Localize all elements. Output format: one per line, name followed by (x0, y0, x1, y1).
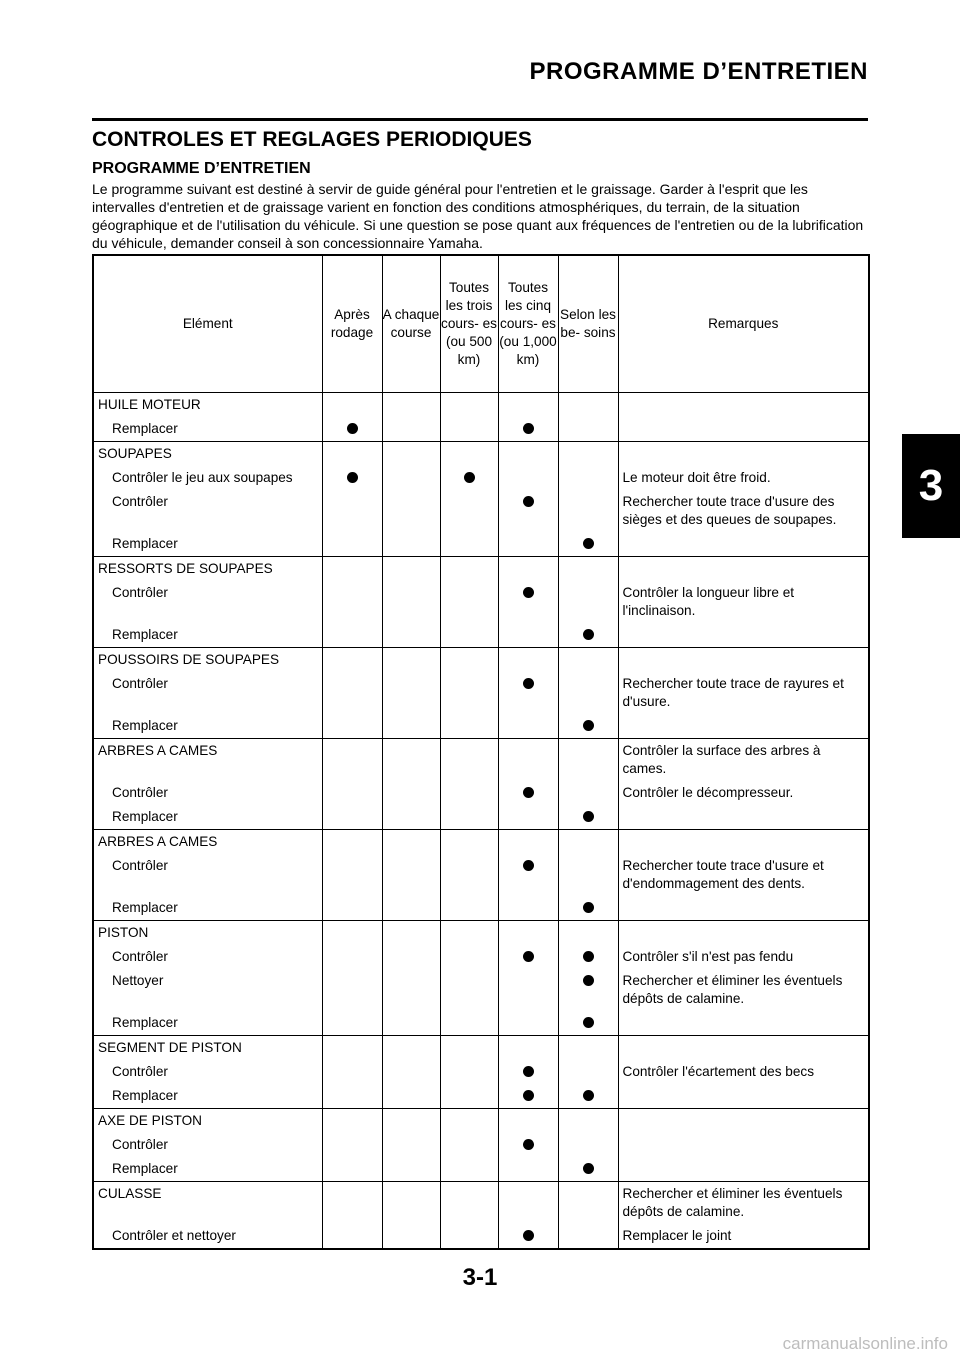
interval-cell (382, 781, 440, 805)
table-group-row (93, 1036, 869, 1061)
interval-cell (498, 557, 558, 582)
table-row (93, 714, 869, 739)
interval-cell (440, 1133, 498, 1157)
bullet-icon (583, 538, 594, 549)
interval-cell (498, 417, 558, 442)
interval-cell (322, 648, 382, 673)
header-remarks: Remarques (618, 255, 869, 393)
table-row (93, 490, 869, 532)
table-row (93, 1011, 869, 1036)
interval-cell (382, 532, 440, 557)
interval-cell (322, 1133, 382, 1157)
interval-cell (440, 581, 498, 623)
interval-cell (440, 466, 498, 490)
table-row (93, 945, 869, 969)
bullet-icon (523, 678, 534, 689)
interval-cell (558, 945, 618, 969)
interval-cell (322, 921, 382, 946)
remark-cell: Rechercher toute trace d'usure et d'endommagement des dents. (618, 854, 869, 896)
interval-cell (558, 805, 618, 830)
group-name: POUSSOIRS DE SOUPAPES (93, 648, 322, 673)
interval-cell (558, 854, 618, 896)
interval-cell (440, 393, 498, 418)
interval-cell (498, 1133, 558, 1157)
interval-cell (440, 969, 498, 1011)
table-group-row (93, 739, 869, 782)
table-row (93, 969, 869, 1011)
interval-cell (382, 854, 440, 896)
interval-cell (440, 1011, 498, 1036)
interval-cell (558, 896, 618, 921)
interval-cell (382, 1011, 440, 1036)
interval-cell (322, 1109, 382, 1134)
header-every-five-races: Toutes les cinq cours- es (ou 1,000 km) (498, 255, 558, 393)
interval-cell (322, 557, 382, 582)
remark-cell (618, 1133, 869, 1157)
interval-cell (440, 1224, 498, 1249)
interval-cell (322, 672, 382, 714)
table-row (93, 805, 869, 830)
interval-cell (382, 1084, 440, 1109)
bullet-icon (523, 951, 534, 962)
interval-cell (322, 969, 382, 1011)
interval-cell (440, 1060, 498, 1084)
remark-cell (618, 805, 869, 830)
interval-cell (440, 557, 498, 582)
interval-cell (440, 830, 498, 855)
remark-cell (618, 623, 869, 648)
interval-cell (498, 1011, 558, 1036)
interval-cell (440, 854, 498, 896)
bullet-icon (583, 951, 594, 962)
table-group-row (93, 830, 869, 855)
interval-cell (498, 896, 558, 921)
table-row (93, 466, 869, 490)
interval-cell (440, 781, 498, 805)
remark-cell: Contrôler l'écartement des becs (618, 1060, 869, 1084)
interval-cell (440, 672, 498, 714)
remark-cell (618, 1036, 869, 1061)
interval-cell (498, 781, 558, 805)
interval-cell (382, 417, 440, 442)
interval-cell (498, 1060, 558, 1084)
page-header: PROGRAMME D’ENTRETIEN (529, 58, 868, 85)
interval-cell (498, 1157, 558, 1182)
interval-cell (440, 714, 498, 739)
interval-cell (558, 557, 618, 582)
interval-cell (382, 1036, 440, 1061)
interval-cell (498, 805, 558, 830)
remark-cell: Rechercher toute trace de rayures et d'usure. (618, 672, 869, 714)
interval-cell (558, 830, 618, 855)
interval-cell (322, 581, 382, 623)
interval-cell (498, 672, 558, 714)
interval-cell (498, 1084, 558, 1109)
interval-cell (382, 490, 440, 532)
interval-cell (440, 1157, 498, 1182)
table-group-row (93, 1109, 869, 1134)
group-name: SEGMENT DE PISTON (93, 1036, 322, 1061)
interval-cell (322, 623, 382, 648)
interval-cell (558, 581, 618, 623)
interval-cell (322, 1011, 382, 1036)
interval-cell (322, 532, 382, 557)
bullet-icon (523, 860, 534, 871)
bullet-icon (583, 1090, 594, 1101)
interval-cell (440, 896, 498, 921)
bullet-icon (583, 902, 594, 913)
table-row (93, 781, 869, 805)
interval-cell (498, 1224, 558, 1249)
interval-cell (382, 442, 440, 467)
interval-cell (382, 393, 440, 418)
interval-cell (558, 1011, 618, 1036)
item-label: Remplacer (93, 714, 322, 739)
item-label: Remplacer (93, 532, 322, 557)
table-row (93, 896, 869, 921)
item-label: Contrôler (93, 672, 322, 714)
table-group-row (93, 1182, 869, 1225)
interval-cell (322, 1060, 382, 1084)
remark-cell: Remplacer le joint (618, 1224, 869, 1249)
interval-cell (498, 1109, 558, 1134)
interval-cell (558, 1133, 618, 1157)
interval-cell (498, 854, 558, 896)
remark-cell: Contrôler s'il n'est pas fendu (618, 945, 869, 969)
table-row (93, 1060, 869, 1084)
bullet-icon (523, 1090, 534, 1101)
interval-cell (558, 921, 618, 946)
interval-cell (322, 896, 382, 921)
interval-cell (382, 581, 440, 623)
header-after-break-in: Après rodage (322, 255, 382, 393)
group-name: HUILE MOTEUR (93, 393, 322, 418)
bullet-icon (523, 787, 534, 798)
maintenance-table (92, 254, 870, 1250)
remark-cell: Contrôler le décompresseur. (618, 781, 869, 805)
item-label: Remplacer (93, 805, 322, 830)
bullet-icon (583, 975, 594, 986)
interval-cell (382, 1182, 440, 1225)
interval-cell (322, 805, 382, 830)
table-group-row (93, 648, 869, 673)
interval-cell (322, 1157, 382, 1182)
bullet-icon (583, 1163, 594, 1174)
table-row (93, 417, 869, 442)
interval-cell (498, 1036, 558, 1061)
item-label: Contrôler (93, 854, 322, 896)
interval-cell (322, 781, 382, 805)
group-name: RESSORTS DE SOUPAPES (93, 557, 322, 582)
table-group-row (93, 393, 869, 418)
interval-cell (440, 623, 498, 648)
interval-cell (382, 672, 440, 714)
interval-cell (382, 1060, 440, 1084)
interval-cell (382, 1133, 440, 1157)
interval-cell (382, 805, 440, 830)
interval-cell (558, 1084, 618, 1109)
interval-cell (322, 417, 382, 442)
interval-cell (322, 1084, 382, 1109)
interval-cell (322, 945, 382, 969)
interval-cell (382, 830, 440, 855)
interval-cell (558, 781, 618, 805)
header-element: Elément (93, 255, 322, 393)
header-as-needed: Selon les be- soins (558, 255, 618, 393)
remark-cell (618, 714, 869, 739)
table-group-row (93, 921, 869, 946)
group-name: CULASSE (93, 1182, 322, 1225)
remark-cell: Contrôler la longueur libre et l'inclinaison. (618, 581, 869, 623)
bullet-icon (464, 472, 475, 483)
interval-cell (558, 1224, 618, 1249)
interval-cell (382, 1157, 440, 1182)
interval-cell (558, 393, 618, 418)
remark-cell: Rechercher toute trace d'usure des sièges et des queues de soupapes. (618, 490, 869, 532)
interval-cell (382, 466, 440, 490)
interval-cell (498, 532, 558, 557)
interval-cell (558, 648, 618, 673)
table-row (93, 1133, 869, 1157)
interval-cell (440, 921, 498, 946)
interval-cell (558, 714, 618, 739)
group-name: AXE DE PISTON (93, 1109, 322, 1134)
interval-cell (440, 739, 498, 782)
remark-cell: Rechercher et éliminer les éventuels dépôts de calamine. (618, 1182, 869, 1225)
item-label: Contrôler (93, 781, 322, 805)
group-name: ARBRES A CAMES (93, 830, 322, 855)
interval-cell (558, 1036, 618, 1061)
interval-cell (498, 969, 558, 1011)
interval-cell (440, 532, 498, 557)
item-label: Remplacer (93, 896, 322, 921)
interval-cell (382, 557, 440, 582)
interval-cell (382, 714, 440, 739)
item-label: Nettoyer (93, 969, 322, 1011)
item-label: Contrôler (93, 581, 322, 623)
item-label: Contrôler (93, 945, 322, 969)
bullet-icon (347, 423, 358, 434)
interval-cell (498, 393, 558, 418)
table-row (93, 1224, 869, 1249)
interval-cell (382, 648, 440, 673)
interval-cell (440, 648, 498, 673)
interval-cell (440, 1109, 498, 1134)
interval-cell (558, 1060, 618, 1084)
interval-cell (322, 854, 382, 896)
remark-cell (618, 557, 869, 582)
interval-cell (558, 739, 618, 782)
table-row (93, 854, 869, 896)
remark-cell (618, 532, 869, 557)
interval-cell (498, 921, 558, 946)
interval-cell (498, 466, 558, 490)
table-header-row (93, 255, 869, 393)
interval-cell (558, 1109, 618, 1134)
remark-cell (618, 830, 869, 855)
remark-cell (618, 648, 869, 673)
bullet-icon (523, 1139, 534, 1150)
item-label: Remplacer (93, 1084, 322, 1109)
item-label: Remplacer (93, 1157, 322, 1182)
table-row (93, 532, 869, 557)
item-label: Remplacer (93, 623, 322, 648)
bullet-icon (523, 496, 534, 507)
interval-cell (382, 896, 440, 921)
interval-cell (498, 623, 558, 648)
item-label: Contrôler (93, 490, 322, 532)
remark-cell: Le moteur doit être froid. (618, 466, 869, 490)
interval-cell (322, 714, 382, 739)
interval-cell (382, 739, 440, 782)
bullet-icon (583, 811, 594, 822)
remark-cell (618, 896, 869, 921)
interval-cell (498, 581, 558, 623)
interval-cell (558, 1157, 618, 1182)
item-label: Contrôler (93, 1060, 322, 1084)
interval-cell (440, 490, 498, 532)
bullet-icon (523, 1230, 534, 1241)
remark-cell: Contrôler la surface des arbres à cames. (618, 739, 869, 782)
interval-cell (558, 532, 618, 557)
interval-cell (322, 830, 382, 855)
interval-cell (322, 393, 382, 418)
interval-cell (322, 1182, 382, 1225)
interval-cell (558, 1182, 618, 1225)
item-label: Remplacer (93, 1011, 322, 1036)
interval-cell (440, 1036, 498, 1061)
table-row (93, 581, 869, 623)
table-body (93, 393, 869, 1250)
item-label: Remplacer (93, 417, 322, 442)
interval-cell (558, 672, 618, 714)
interval-cell (322, 466, 382, 490)
interval-cell (498, 714, 558, 739)
interval-cell (322, 490, 382, 532)
interval-cell (440, 805, 498, 830)
interval-cell (322, 739, 382, 782)
watermark: carmanualsonline.info (782, 1334, 948, 1353)
intro-paragraph: Le programme suivant est destiné à servir de guide général pour l'entretien et le graissage. Garder à l'esprit que les intervalles d'entretien et de graissage varient en fonction des conditions atmosphériques, du terrain, de la situation géographique et de l'utilisation du véhicule. Si une question se pose quant aux fréquences de l'entretien ou de la lubrification du véhicule, demander conseil à son concessionnaire Yamaha. (92, 181, 864, 251)
subsection-title: PROGRAMME D’ENTRETIEN (92, 160, 311, 177)
interval-cell (498, 739, 558, 782)
bullet-icon (583, 720, 594, 731)
remark-cell (618, 1011, 869, 1036)
remark-cell (618, 393, 869, 418)
interval-cell (382, 969, 440, 1011)
header-every-three-races: Toutes les trois cours- es (ou 500 km) (440, 255, 498, 393)
interval-cell (382, 623, 440, 648)
group-name: PISTON (93, 921, 322, 946)
item-label: Contrôler le jeu aux soupapes (93, 466, 322, 490)
bullet-icon (583, 629, 594, 640)
interval-cell (382, 1109, 440, 1134)
bullet-icon (347, 472, 358, 483)
interval-cell (322, 442, 382, 467)
table-row (93, 1084, 869, 1109)
group-name: ARBRES A CAMES (93, 739, 322, 782)
interval-cell (440, 1084, 498, 1109)
bullet-icon (583, 1017, 594, 1028)
interval-cell (440, 417, 498, 442)
item-label: Contrôler et nettoyer (93, 1224, 322, 1249)
interval-cell (558, 490, 618, 532)
bullet-icon (523, 587, 534, 598)
interval-cell (558, 442, 618, 467)
bullet-icon (523, 423, 534, 434)
interval-cell (498, 1182, 558, 1225)
table-group-row (93, 557, 869, 582)
interval-cell (498, 490, 558, 532)
interval-cell (382, 1224, 440, 1249)
interval-cell (558, 417, 618, 442)
remark-cell (618, 1084, 869, 1109)
chapter-tab: 3 (902, 434, 960, 538)
interval-cell (440, 442, 498, 467)
interval-cell (498, 830, 558, 855)
remark-cell (618, 921, 869, 946)
table-row (93, 672, 869, 714)
remark-cell (618, 442, 869, 467)
group-name: SOUPAPES (93, 442, 322, 467)
item-label: Contrôler (93, 1133, 322, 1157)
interval-cell (322, 1224, 382, 1249)
remark-cell (618, 1157, 869, 1182)
interval-cell (558, 969, 618, 1011)
interval-cell (382, 921, 440, 946)
interval-cell (440, 945, 498, 969)
interval-cell (498, 945, 558, 969)
remark-cell: Rechercher et éliminer les éventuels dépôts de calamine. (618, 969, 869, 1011)
table-group-row (93, 442, 869, 467)
header-every-race: A chaque course (382, 255, 440, 393)
interval-cell (322, 1036, 382, 1061)
interval-cell (558, 466, 618, 490)
interval-cell (498, 648, 558, 673)
table-row (93, 623, 869, 648)
section-title: CONTROLES ET REGLAGES PERIODIQUES (92, 128, 532, 151)
interval-cell (498, 442, 558, 467)
remark-cell (618, 417, 869, 442)
bullet-icon (523, 1066, 534, 1077)
header-rule (92, 118, 868, 121)
remark-cell (618, 1109, 869, 1134)
interval-cell (382, 945, 440, 969)
interval-cell (558, 623, 618, 648)
interval-cell (440, 1182, 498, 1225)
page-number: 3-1 (462, 1264, 498, 1291)
table-row (93, 1157, 869, 1182)
